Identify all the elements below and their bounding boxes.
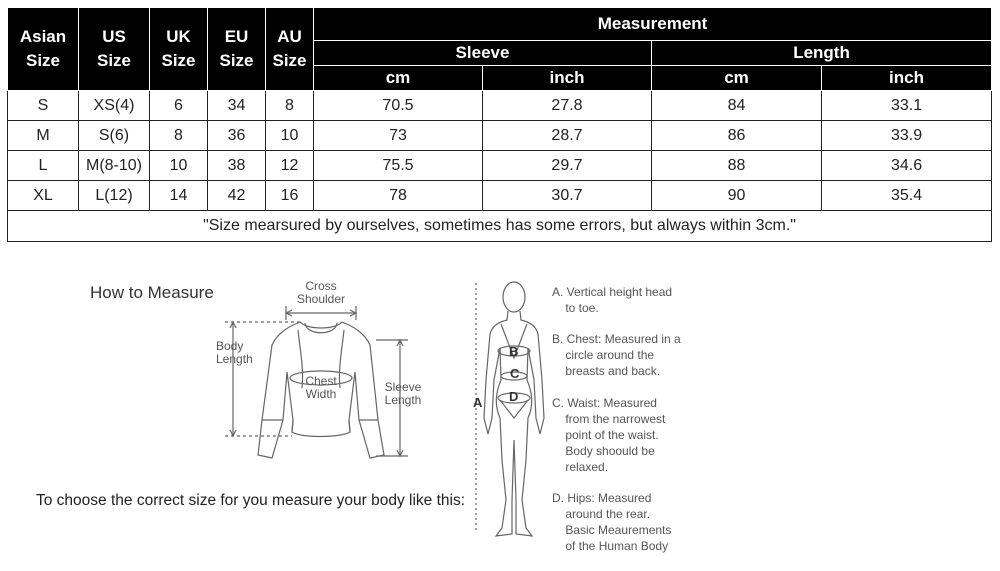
cell-uk: 10: [150, 151, 208, 181]
header-au-size: AU Size: [266, 8, 314, 91]
cell-us: M(8-10): [79, 151, 150, 181]
header-length-cm: cm: [652, 66, 822, 91]
cell-us: XS(4): [79, 91, 150, 121]
header-length-inch: inch: [822, 66, 992, 91]
cell-au: 16: [266, 181, 314, 211]
body-label-b: B: [509, 344, 519, 359]
cell-sleeve-cm: 78: [314, 181, 483, 211]
legend-item-b: B. Chest: Measured in a circle around the breasts and back.: [552, 332, 681, 378]
body-label-d: D: [509, 389, 519, 404]
header-asian-size: Asian Size: [8, 8, 79, 91]
cross-shoulder-arrow: [286, 306, 356, 320]
cell-sleeve-cm: 75.5: [314, 151, 483, 181]
size-note: "Size mearsured by ourselves, sometimes has some errors, but always within 3cm.": [8, 211, 992, 242]
cell-sleeve-inch: 30.7: [483, 181, 652, 211]
legend-item-a: A. Vertical height head to toe.: [552, 285, 673, 315]
cell-length-inch: 34.6: [822, 151, 992, 181]
cell-eu: 42: [208, 181, 266, 211]
cell-length-cm: 86: [652, 121, 822, 151]
cell-sleeve-cm: 70.5: [314, 91, 483, 121]
header-us-size: US Size: [79, 8, 150, 91]
how-to-measure-title: How to Measure: [90, 283, 214, 302]
human-figure-icon: [476, 282, 544, 536]
cell-au: 8: [266, 91, 314, 121]
legend-item-c: C. Waist: Measured from the narrowest point of the waist. Body shoould be relaxed.: [552, 396, 666, 474]
cell-asian: M: [8, 121, 79, 151]
cell-uk: 6: [150, 91, 208, 121]
sleeve-length-label: Sleeve Length: [384, 380, 422, 407]
header-measurement: Measurement: [314, 8, 992, 41]
cell-sleeve-inch: 27.8: [483, 91, 652, 121]
header-length: Length: [652, 41, 992, 66]
header-uk-size: UK Size: [150, 8, 208, 91]
choose-size-instruction: To choose the correct size for you measure your body like this:: [36, 492, 466, 509]
cell-au: 12: [266, 151, 314, 181]
legend-item-d: D. Hips: Measured around the rear. Basic Meaurements of the Human Body: [552, 491, 672, 553]
cell-sleeve-inch: 28.7: [483, 121, 652, 151]
cell-uk: 8: [150, 121, 208, 151]
body-length-label: Body Length: [216, 339, 253, 366]
header-sleeve-cm: cm: [314, 66, 483, 91]
chest-width-label: Chest Width: [305, 374, 337, 401]
cell-length-inch: 33.1: [822, 91, 992, 121]
cell-asian: L: [8, 151, 79, 181]
cell-sleeve-inch: 29.7: [483, 151, 652, 181]
cell-eu: 36: [208, 121, 266, 151]
body-label-a: A: [473, 395, 483, 410]
cell-asian: XL: [8, 181, 79, 211]
header-sleeve-inch: inch: [483, 66, 652, 91]
cell-length-cm: 84: [652, 91, 822, 121]
cell-length-inch: 35.4: [822, 181, 992, 211]
cell-eu: 34: [208, 91, 266, 121]
cell-length-inch: 33.9: [822, 121, 992, 151]
cell-asian: S: [8, 91, 79, 121]
header-sleeve: Sleeve: [314, 41, 652, 66]
cell-us: S(6): [79, 121, 150, 151]
cell-au: 10: [266, 121, 314, 151]
cell-eu: 38: [208, 151, 266, 181]
cross-shoulder-label: Cross Shoulder: [296, 279, 346, 306]
cell-us: L(12): [79, 181, 150, 211]
header-eu-size: EU Size: [208, 8, 266, 91]
cell-length-cm: 90: [652, 181, 822, 211]
cell-length-cm: 88: [652, 151, 822, 181]
body-label-c: C: [510, 366, 520, 381]
cell-sleeve-cm: 73: [314, 121, 483, 151]
cell-uk: 14: [150, 181, 208, 211]
